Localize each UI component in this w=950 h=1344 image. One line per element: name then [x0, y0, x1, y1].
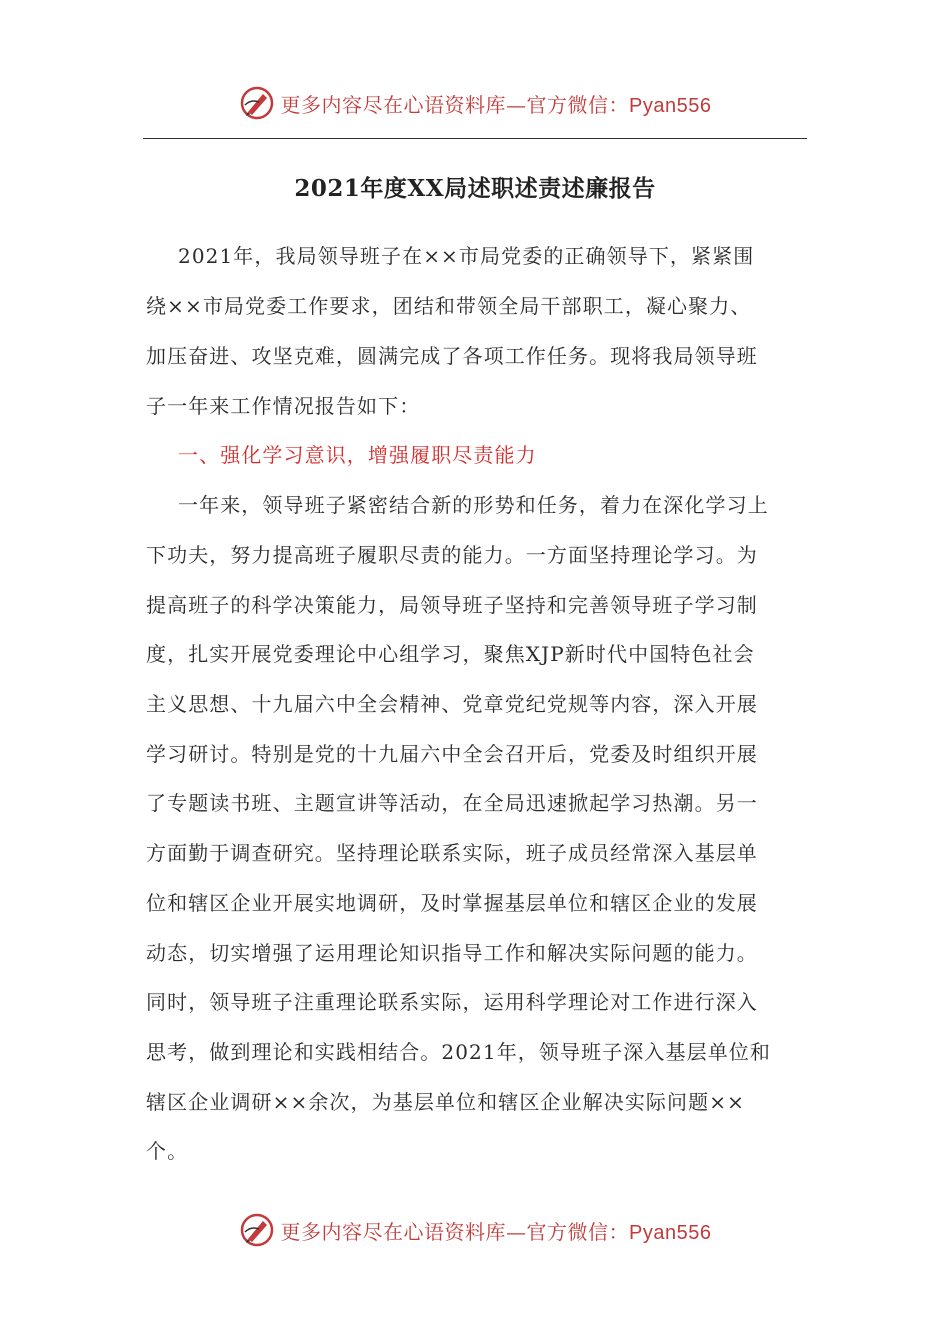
- pen-logo-icon: [239, 85, 275, 121]
- section-heading: 一、强化学习意识，增强履职尽责能力: [178, 443, 537, 467]
- banner-wechat-id: Pyan556: [629, 94, 712, 117]
- banner-dash: —: [506, 92, 527, 117]
- body-line: 同时，领导班子注重理论联系实际，运用科学理论对工作进行深入: [146, 990, 758, 1014]
- banner-wechat-id: Pyan556: [629, 1221, 712, 1244]
- banner-wechat-label: 官方微信：: [526, 1219, 630, 1244]
- body-line: 思考，做到理论和实践相结合。2021年，领导班子深入基层单位和: [146, 1040, 771, 1064]
- body-line: 了专题读书班、主题宣讲等活动，在全局迅速掀起学习热潮。另一: [146, 791, 758, 815]
- pen-logo-icon: [239, 1212, 275, 1248]
- body-line: 个。: [146, 1139, 189, 1163]
- body-line: 下功夫，努力提高班子履职尽责的能力。一方面坚持理论学习。为: [146, 543, 758, 567]
- body-line: 辖区企业调研××余次，为基层单位和辖区企业解决实际问题××: [146, 1090, 745, 1114]
- body-line: 主义思想、十九届六中全会精神、党章党纪党规等内容，深入开展: [146, 692, 758, 716]
- banner-main-text: 更多内容尽在心语资料库: [280, 1219, 507, 1244]
- header-divider: [143, 138, 807, 139]
- header-banner: [0, 83, 950, 123]
- body-line: 一年来，领导班子紧密结合新的形势和任务，着力在深化学习上: [178, 493, 769, 517]
- body-line: 绕××市局党委工作要求，团结和带领全局干部职工，凝心聚力、: [146, 294, 752, 318]
- body-line: 位和辖区企业开展实地调研，及时掌握基层单位和辖区企业的发展: [146, 891, 758, 915]
- banner-wechat-label: 官方微信：: [526, 92, 630, 117]
- body-line: 度，扎实开展党委理论中心组学习，聚焦XJP新时代中国特色社会: [146, 642, 755, 666]
- footer-banner: [0, 1210, 950, 1250]
- body-line: 加压奋进、攻坚克难，圆满完成了各项工作任务。现将我局领导班: [146, 344, 758, 368]
- banner-dash: —: [506, 1219, 527, 1244]
- body-line: 提高班子的科学决策能力，局领导班子坚持和完善领导班子学习制: [146, 593, 758, 617]
- banner-main-text: 更多内容尽在心语资料库: [280, 92, 507, 117]
- body-line: 学习研讨。特别是党的十九届六中全会召开后，党委及时组织开展: [146, 742, 758, 766]
- body-line: 2021年，我局领导班子在××市局党委的正确领导下，紧紧围: [178, 244, 755, 268]
- body-line: 方面勤于调查研究。坚持理论联系实际，班子成员经常深入基层单: [146, 841, 758, 865]
- body-line: 动态，切实增强了运用理论知识指导工作和解决实际问题的能力。: [146, 941, 758, 965]
- document-title: 2021年度XX局述职述责述廉报告: [294, 175, 656, 202]
- body-line: 子一年来工作情况报告如下：: [146, 394, 421, 418]
